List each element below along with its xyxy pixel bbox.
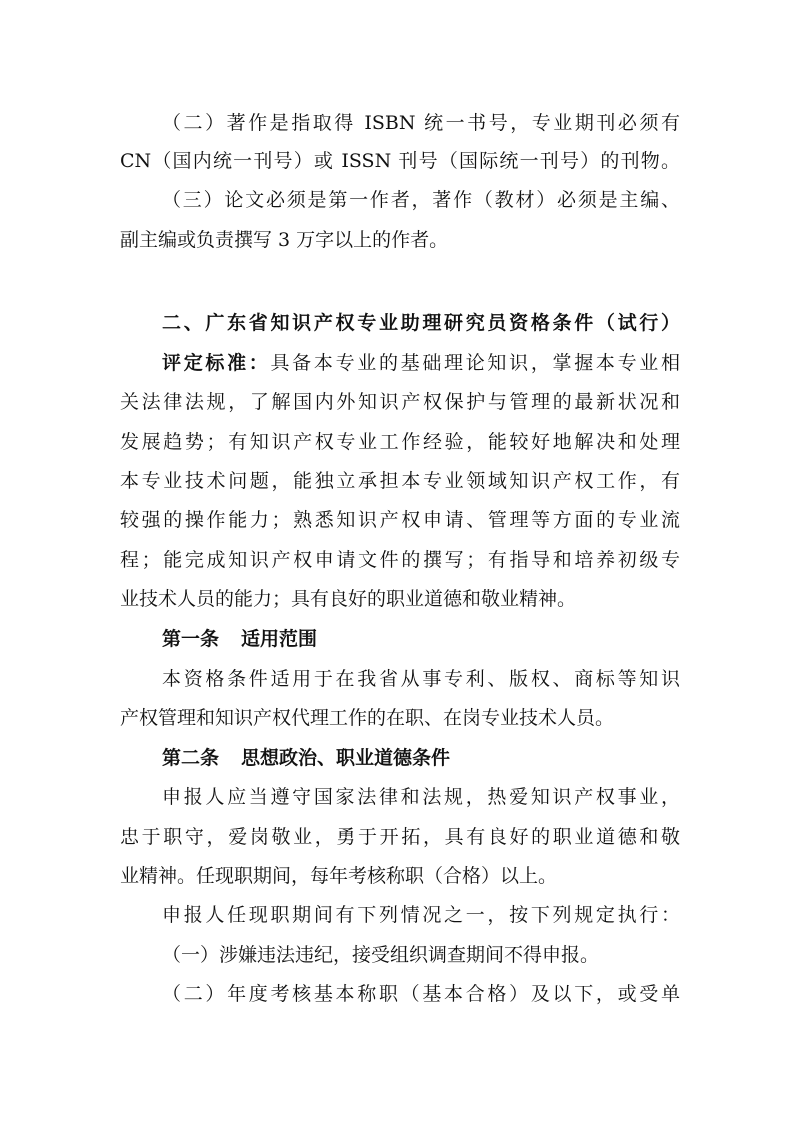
article-2-heading	[162, 745, 680, 771]
article-2-line-3: 业精神。任现职期间，每年考核称职（合格）以上。	[120, 865, 558, 887]
article-1-number: 第一条	[162, 628, 220, 650]
criteria-line-2: 关法律法规，了解国内外知识产权保护与管理的最新状况和	[120, 391, 680, 413]
article-2-item-1: （一）涉嫌违法违纪，接受组织调查期间不得申报。	[162, 944, 600, 966]
criteria-line-1-text: 具备本专业的基础理论知识，掌握本专业相	[270, 352, 680, 374]
clause-3-line-1: （三）论文必须是第一作者，著作（教材）必须是主编、	[162, 189, 680, 211]
section-title: 二、广东省知识产权专业助理研究员资格条件（试行）	[162, 312, 680, 334]
criteria-line-7: 业技术人员的能力；具有良好的职业道德和敬业精神。	[120, 588, 577, 610]
criteria-line-3: 发展趋势；有知识产权专业工作经验，能较好地解决和处理	[120, 431, 680, 453]
criteria-line-5: 较强的操作能力；熟悉知识产权申请、管理等方面的专业流	[120, 509, 680, 531]
article-1-line-2: 产权管理和知识产权代理工作的在职、在岗专业技术人员。	[120, 707, 615, 729]
article-2-item-2: （二）年度考核基本称职（基本合格）及以下，或受单	[162, 983, 680, 1005]
article-2-line-4: 申报人任现职期间有下列情况之一，按下列规定执行：	[162, 904, 680, 926]
article-2-title: 思想政治、职业道德条件	[241, 747, 451, 769]
criteria-label: 评定标准：	[162, 352, 271, 374]
criteria-line-1	[162, 350, 680, 376]
article-1-heading	[162, 626, 680, 652]
article-2-number: 第二条	[162, 747, 220, 769]
clause-2-line-1: （二）著作是指取得 ISBN 统一书号，专业期刊必须有	[162, 112, 680, 134]
article-1-line-1: 本资格条件适用于在我省从事专利、版权、商标等知识	[162, 668, 680, 690]
clause-3-line-2: 副主编或负责撰写 3 万字以上的作者。	[120, 229, 449, 251]
clause-2-line-2: CN（国内统一刊号）或 ISSN 刊号（国际统一刊号）的刊物。	[120, 150, 680, 172]
criteria-line-6: 程；能完成知识产权申请文件的撰写；有指导和培养初级专	[120, 549, 680, 571]
article-2-line-2: 忠于职守，爱岗敬业，勇于开拓，具有良好的职业道德和敬	[120, 826, 680, 848]
criteria-line-4: 本专业技术问题，能独立承担本专业领域知识产权工作，有	[120, 470, 680, 492]
article-2-line-1: 申报人应当遵守国家法律和法规，热爱知识产权事业，	[162, 786, 680, 808]
article-1-title: 适用范围	[241, 628, 318, 650]
